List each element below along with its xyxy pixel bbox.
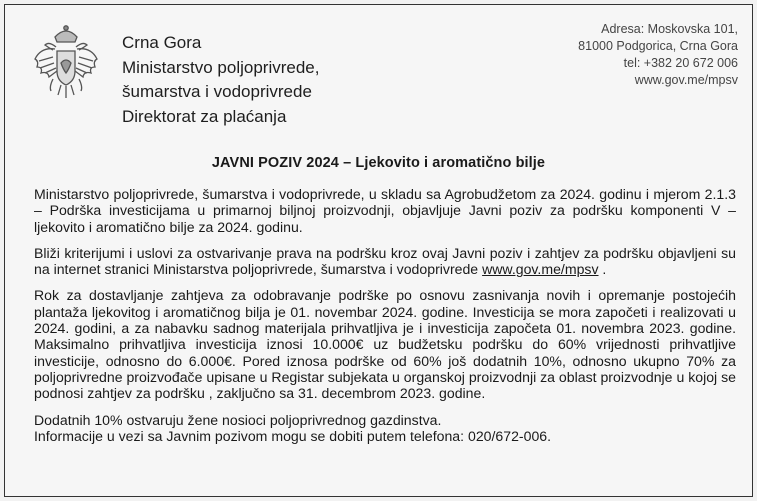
contact-phone: tel: +382 20 672 006 xyxy=(623,56,738,70)
org-directorate: Direktorat za plaćanja xyxy=(122,106,287,126)
contact-block xyxy=(578,21,738,89)
criteria-end: . xyxy=(598,261,607,278)
paragraph-criteria xyxy=(34,245,736,278)
paragraph-contact-info: Informacije u vezi sa Javnim pozivom mogu se dobiti putem telefona: 020/672-006. xyxy=(34,427,552,444)
contact-city: 81000 Podgorica, Crna Gora xyxy=(578,39,738,53)
paragraph-women-bonus: Dodatnih 10% ostvaruju žene nosioci poljoprivrednog gazdinstva. xyxy=(34,411,442,428)
paragraph-deadline: Rok za dostavljanje zahtjeva za odobravanje podrške po osnovu zasnivanja novih i opremanje postojećih plantaža ljekovitog i aromatičnog bilja je 01. novembar 2024. godine. Investicija se mora započeti i realizovati u 2024. godini, a za nabavku sadnog materijala prihvatljiva je i investicija započeta 01. novembra 2023. godine. Maksimalno prihvatljiva investicija iznosi 10.000€ uz budžetsku podršku do 60% vrijednosti prihvatljive investicije, odnosno do 6.000€. Pored iznosa podrške od 60% još dodatnih 10%, odnosno ukupno 70% za poljoprivredne proizvođače upisane u Registar subjekata u organskoj proizvodnji za oblast proizvodnje u kojoj se podnosi zahtjev za podršku , zaključno sa 31. decembrom 2023. godine. xyxy=(34,287,736,402)
ministry-website-link[interactable]: www.gov.me/mpsv xyxy=(482,261,599,278)
contact-address: Adresa: Moskovska 101, xyxy=(601,22,738,36)
org-ministry-line2: šumarstva i vodoprivrede xyxy=(122,82,312,101)
org-country: Crna Gora xyxy=(122,33,202,52)
criteria-text: Bliži kriterijumi i uslovi za ostvarivanje prava na podršku kroz ovaj Javni poziv i zahtjev za podršku objavljeni su na internet stranici Ministarstva poljoprivrede, šumarstva i vodoprivrede xyxy=(34,244,736,278)
contact-website: www.gov.me/mpsv xyxy=(634,73,738,87)
announcement-title: JAVNI POZIV 2024 – Ljekovito i aromatično bilje xyxy=(211,155,546,171)
announcement-body xyxy=(34,186,736,444)
organization-block xyxy=(122,31,319,129)
org-ministry-line1: Ministarstvo poljoprivrede, xyxy=(122,57,320,77)
coat-of-arms-icon xyxy=(31,23,101,103)
paragraph-intro: Ministarstvo poljoprivrede, šumarstva i vodoprivrede, u skladu sa Agrobudžetom za 2024. godinu i mjerom 2.1.3 – Podrška investicijama u primarnoj biljnoj proizvodnji, objavljuje Javni poziv za podršku komponenti V – ljekovito i aromatično bilje za 2024. godinu. xyxy=(34,186,736,235)
document-frame xyxy=(4,4,753,497)
